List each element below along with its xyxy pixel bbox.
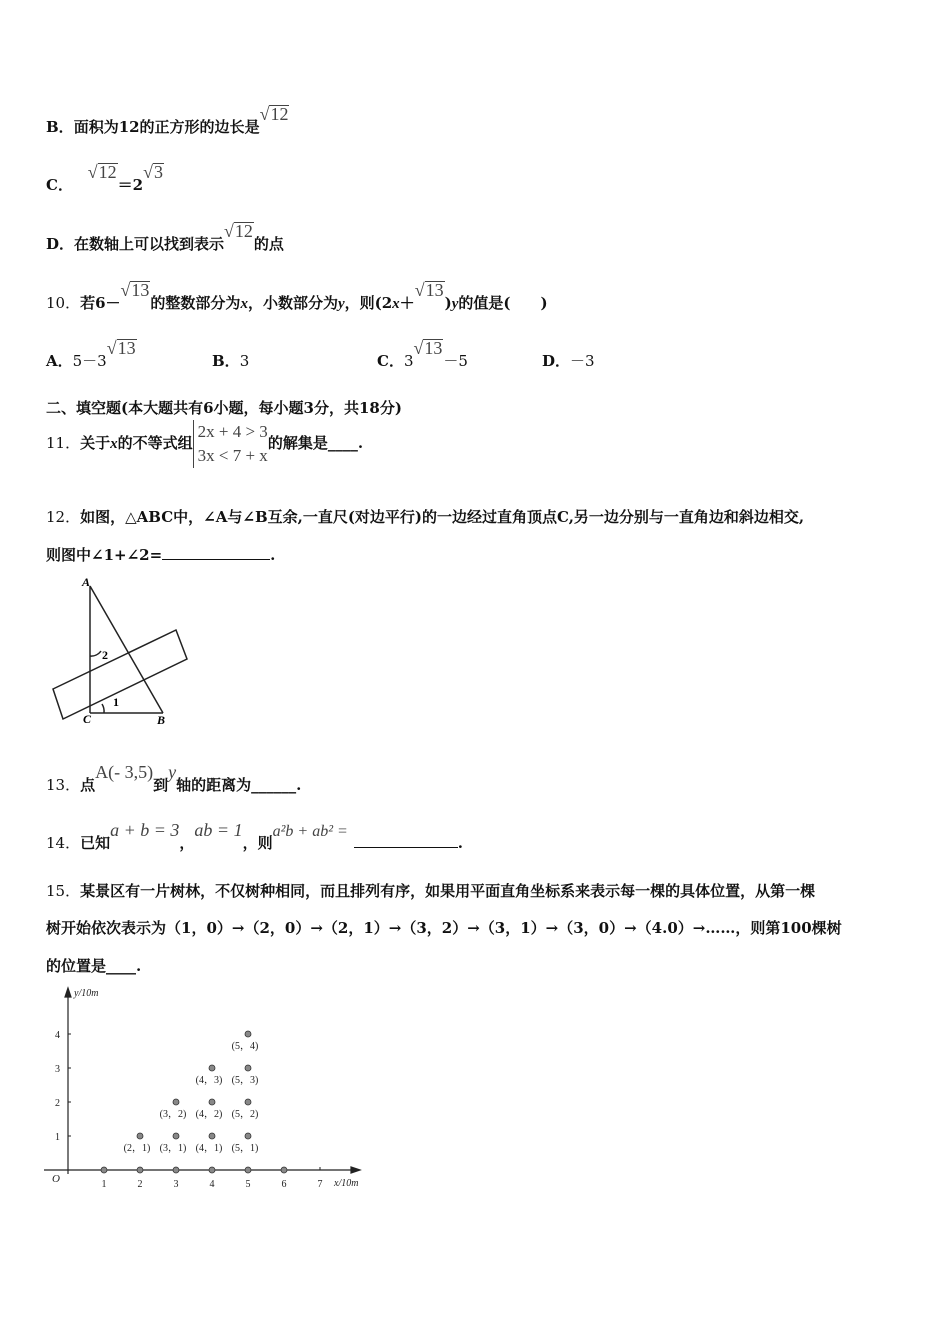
option-text: 3: [403, 352, 414, 370]
question-number: 14．: [46, 834, 81, 852]
ruler: [53, 630, 187, 719]
section-title: 二、填空题(本大题共有6小题，每小题3分，共18分): [46, 399, 402, 417]
expression: a²b + ab² =: [272, 823, 348, 840]
tree-point: [245, 1031, 251, 1037]
question-15-line3: [46, 955, 141, 976]
tree-point-label: (5，2): [231, 1109, 259, 1120]
answer-blank: [354, 847, 458, 848]
var-x: x: [392, 296, 400, 312]
q14-text: 已知: [80, 834, 111, 852]
question-12-line2: [46, 544, 275, 565]
question-number: 10．: [46, 294, 81, 312]
question-number: 15．: [46, 882, 81, 900]
q11-text: 的不等式组: [117, 434, 193, 452]
option-tail: －5: [443, 352, 468, 370]
y-tick-label: 1: [55, 1132, 60, 1143]
q9-option-d: [46, 221, 284, 254]
tree-point-label: (4，2): [195, 1109, 223, 1120]
condition-1: a + b = 3: [110, 820, 180, 840]
q9-option-c: [46, 162, 164, 195]
inequality-1: 2x + 4 > 3: [197, 422, 268, 441]
question-14: [46, 820, 464, 853]
x-tick-label: 7: [317, 1179, 323, 1190]
q14-text: 则: [257, 834, 273, 852]
answer-blank: [162, 559, 270, 560]
tree-point: [245, 1167, 251, 1173]
vertex-b-label: B: [157, 713, 166, 726]
sqrt: √13: [414, 280, 444, 300]
question-11: [46, 420, 363, 468]
y-tick-label: 4: [55, 1030, 60, 1041]
y-axis-arrow: [65, 988, 71, 997]
tree-point: [101, 1167, 107, 1173]
point-a: A(- 3,5): [95, 762, 154, 782]
tree-point: [245, 1133, 251, 1139]
option-label: A．: [46, 352, 73, 370]
vertex-a-label: A: [82, 575, 91, 589]
q10-option-d: [542, 350, 595, 371]
q13-text: 轴的距离为: [176, 776, 252, 794]
q14-text: ，: [242, 834, 258, 852]
y-tick-label: 3: [55, 1064, 60, 1075]
sqrt: √12: [259, 104, 289, 124]
y-tick-label: 2: [55, 1098, 60, 1109]
option-label: D．: [46, 235, 75, 253]
condition-2: ab = 1: [194, 820, 243, 840]
tree-point: [209, 1133, 215, 1139]
option-text: 在数轴上可以找到表示: [74, 235, 225, 253]
question-number: 12．: [46, 508, 81, 526]
option-text: －3: [570, 352, 595, 370]
x-axis-label: x/10m: [334, 1178, 359, 1189]
q10-text: 的整数部分为: [150, 294, 241, 312]
q10-option-b: [212, 350, 249, 371]
answer-blank: ______: [251, 776, 297, 794]
tree-point-label: (3，2): [159, 1109, 187, 1120]
question-15-line2: 树开始依次表示为（1，0）→（2，0）→（2，1）→（3，2）→（3，1）→（3，0）→（4.0）→……，则第100棵树: [46, 919, 842, 937]
tree-point-label: (2，1): [123, 1143, 151, 1154]
question-12: [46, 506, 804, 527]
vertex-c-label: C: [83, 712, 92, 726]
tree-point-label: (4，3): [195, 1075, 223, 1086]
tree-point-label: (5，1): [231, 1143, 259, 1154]
var-y: y: [337, 296, 345, 312]
y-axis-label: y/10m: [74, 988, 99, 999]
answer-blank: ____: [106, 957, 137, 975]
tree-point: [281, 1167, 287, 1173]
tree-point: [209, 1167, 215, 1173]
option-label: C．: [377, 352, 404, 370]
x-tick-label: 3: [173, 1179, 179, 1190]
q15-text: 某景区有一片树林，不仅树种相同，而且排列有序，如果用平面直角坐标系来表示每一棵的具体位置，从第一棵: [80, 882, 816, 900]
option-text: 3: [239, 352, 250, 370]
option-text: 面积为12的正方形的边长是: [73, 118, 260, 136]
q10-text: ＋: [399, 294, 415, 312]
q10-text: 的值是( ): [458, 294, 548, 312]
tree-point-label: (4，1): [195, 1143, 223, 1154]
q15-end: .: [136, 957, 142, 975]
q10-text: ，小数部分为: [247, 294, 338, 312]
option-label: D．: [542, 352, 571, 370]
inequality-2: 3x < 7 + x: [197, 446, 268, 465]
var-y: y: [451, 296, 459, 312]
x-tick-label: 4: [209, 1179, 215, 1190]
q14-end: .: [457, 834, 464, 852]
tree-point-label: (3，1): [159, 1143, 187, 1154]
q10-text: ): [444, 294, 452, 312]
var-x: x: [110, 436, 118, 452]
tree-point-label: (5，4): [231, 1041, 259, 1052]
q13-text: 到: [153, 776, 169, 794]
option-tail: 的点: [253, 235, 284, 253]
question-15: [46, 880, 815, 901]
q15-text: 的位置是: [46, 957, 107, 975]
tree-point: [209, 1065, 215, 1071]
x-tick-label: 6: [281, 1179, 287, 1190]
option-label: C．: [46, 176, 73, 194]
tree-point: [245, 1099, 251, 1105]
sqrt: √12: [224, 221, 253, 241]
question-13: [46, 762, 302, 795]
tree-point: [137, 1167, 143, 1173]
q10-option-a: [46, 338, 137, 371]
q13-text: 点: [80, 776, 96, 794]
option-label: B．: [212, 352, 240, 370]
q11-end: .: [357, 434, 364, 452]
angle-1-label: 1: [113, 695, 119, 709]
tree-point-label: (5，3): [231, 1075, 259, 1086]
var-x: x: [240, 296, 248, 312]
tree-point: [209, 1099, 215, 1105]
x-tick-label: 2: [137, 1179, 143, 1190]
q13-end: .: [296, 776, 302, 794]
q10-text: ，则(2: [344, 294, 393, 312]
triangle-ruler-figure: [46, 574, 196, 726]
question-10: [46, 280, 548, 313]
q10-text: 若6－: [80, 294, 121, 312]
tree-coordinate-chart: [44, 984, 374, 1194]
x-tick-label: 1: [101, 1179, 107, 1190]
angle-2-arc: [90, 651, 101, 656]
side-ab: [90, 586, 163, 713]
tree-point: [137, 1133, 143, 1139]
tree-point: [173, 1167, 179, 1173]
x-tick-label: 5: [245, 1179, 251, 1190]
x-axis-arrow: [351, 1167, 360, 1173]
option-text: 5－3: [72, 352, 107, 370]
tree-point: [173, 1133, 179, 1139]
question-number: 13．: [46, 776, 81, 794]
q11-text: 关于: [80, 434, 111, 452]
equals-text: ＝2: [117, 176, 144, 194]
option-label: B．: [46, 118, 74, 136]
q14-text: ，: [179, 834, 195, 852]
sqrt: √13: [120, 280, 150, 300]
sqrt: √12: [87, 162, 117, 182]
q10-option-c: [377, 338, 468, 371]
q12-text: 则图中∠1+∠2=: [46, 546, 163, 564]
question-number: 11．: [46, 434, 81, 452]
tree-point: [173, 1099, 179, 1105]
q9-option-b: [46, 104, 289, 137]
angle-2-label: 2: [102, 648, 108, 662]
q12-end: .: [270, 546, 276, 564]
sqrt: √13: [106, 338, 136, 358]
q11-text: 的解集是: [267, 434, 328, 452]
axis-y: y: [168, 762, 177, 782]
q12-text: 如图，△ABC中，∠A与∠B互余,一直尺(对边平行)的一边经过直角顶点C,另一边分别与一直角边和斜边相交,: [80, 508, 805, 526]
tree-point: [245, 1065, 251, 1071]
answer-blank: ____: [327, 434, 358, 452]
angle-1-arc: [102, 704, 104, 713]
sqrt: √13: [413, 338, 443, 358]
sqrt: √3: [143, 162, 163, 182]
origin-label: O: [52, 1173, 60, 1185]
inequality-system: [193, 420, 268, 468]
